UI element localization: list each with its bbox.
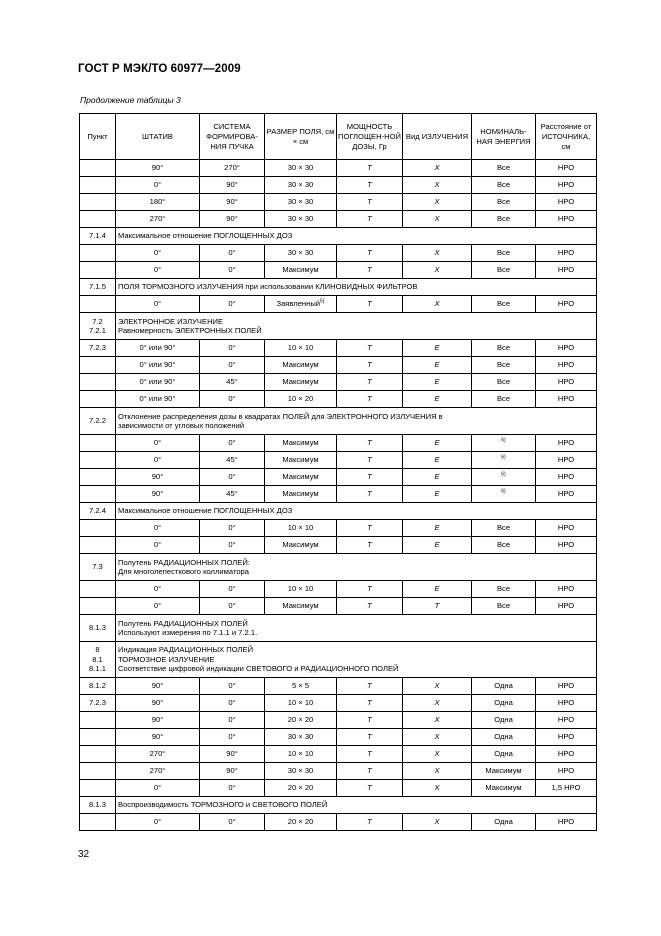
table-row	[80, 581, 597, 598]
table-row	[80, 262, 597, 279]
footnote-ref: 6)	[501, 488, 506, 495]
gantry-cell: 0°	[116, 537, 200, 554]
footnote-ref: 6)	[501, 471, 506, 478]
dose-rate-cell: T	[337, 177, 403, 194]
section-row	[80, 554, 597, 581]
distance-cell: НРО	[536, 598, 597, 615]
gantry-cell: 0°	[116, 452, 200, 469]
gantry-cell: 0° или 90°	[116, 374, 200, 391]
radiation-type-cell: E	[403, 581, 472, 598]
radiation-type-cell: X	[403, 262, 472, 279]
table-row	[80, 469, 597, 486]
dose-rate-cell: T	[337, 678, 403, 695]
energy-cell: Одна	[472, 746, 536, 763]
dose-rate-cell: T	[337, 262, 403, 279]
energy-cell: Все	[472, 245, 536, 262]
table-row	[80, 357, 597, 374]
distance-cell: НРО	[536, 211, 597, 228]
table-row	[80, 729, 597, 746]
table-row	[80, 486, 597, 503]
beam-system-cell: 0°	[200, 262, 265, 279]
beam-system-cell: 90°	[200, 763, 265, 780]
field-size-cell: 30 × 30	[265, 160, 337, 177]
document-title: ГОСТ Р МЭК/ТО 60977—2009	[78, 63, 241, 75]
distance-cell: НРО	[536, 678, 597, 695]
radiation-type-cell: X	[403, 763, 472, 780]
radiation-type-cell: T	[403, 598, 472, 615]
item-cell	[80, 712, 116, 729]
field-size-cell: Максимум	[265, 374, 337, 391]
energy-cell: Все	[472, 211, 536, 228]
beam-system-cell: 0°	[200, 598, 265, 615]
item-cell	[80, 763, 116, 780]
section-row	[80, 228, 597, 245]
field-size-cell: 20 × 20	[265, 712, 337, 729]
distance-cell: НРО	[536, 262, 597, 279]
beam-system-cell: 0°	[200, 357, 265, 374]
field-size-cell: 30 × 30	[265, 211, 337, 228]
table-header-row	[80, 114, 597, 160]
radiation-type-cell: X	[403, 712, 472, 729]
distance-cell: НРО	[536, 712, 597, 729]
beam-system-cell: 0°	[200, 340, 265, 357]
gantry-cell: 0°	[116, 581, 200, 598]
table-row	[80, 780, 597, 797]
gantry-cell: 90°	[116, 486, 200, 503]
item-cell	[80, 194, 116, 211]
section-number: 7.1.4	[80, 228, 116, 245]
section-number: 7.2 7.2.1	[80, 313, 116, 340]
distance-cell: НРО	[536, 357, 597, 374]
beam-system-cell: 0°	[200, 695, 265, 712]
gantry-cell: 90°	[116, 712, 200, 729]
section-title: Полутень РАДИАЦИОННЫХ ПОЛЕЙ: Для многолепесткового коллиматора	[116, 554, 597, 581]
table-row	[80, 452, 597, 469]
gantry-cell: 0°	[116, 435, 200, 452]
dose-rate-cell: T	[337, 746, 403, 763]
table-row	[80, 537, 597, 554]
dose-rate-cell: T	[337, 729, 403, 746]
item-cell	[80, 729, 116, 746]
dose-rate-cell: T	[337, 581, 403, 598]
col-header-radiation-type: Вид ИЗЛУЧЕНИЯ	[403, 114, 472, 160]
radiation-type-cell: E	[403, 537, 472, 554]
gantry-cell: 270°	[116, 211, 200, 228]
radiation-type-cell: X	[403, 814, 472, 831]
section-title: Максимальное отношение ПОГЛОЩЕННЫХ ДОЗ	[116, 228, 597, 245]
section-title: ЭЛЕКТРОННОЕ ИЗЛУЧЕНИЕ Равномерность ЭЛЕКТРОННЫХ ПОЛЕЙ	[116, 313, 597, 340]
gantry-cell: 0°	[116, 520, 200, 537]
gantry-cell: 90°	[116, 695, 200, 712]
energy-cell: Все	[472, 520, 536, 537]
distance-cell: НРО	[536, 520, 597, 537]
energy-cell: Одна	[472, 729, 536, 746]
item-cell	[80, 520, 116, 537]
radiation-type-cell: X	[403, 296, 472, 313]
energy-cell	[472, 452, 536, 469]
field-size-cell: Максимум	[265, 469, 337, 486]
distance-cell: НРО	[536, 452, 597, 469]
gantry-cell: 0°	[116, 780, 200, 797]
gantry-cell: 0° или 90°	[116, 357, 200, 374]
footnote-ref: 6)	[501, 454, 506, 461]
distance-cell: НРО	[536, 695, 597, 712]
section-number: 7.3	[80, 554, 116, 581]
energy-cell: Максимум	[472, 763, 536, 780]
distance-cell: НРО	[536, 160, 597, 177]
field-size-cell: 10 × 10	[265, 695, 337, 712]
dose-rate-cell: T	[337, 712, 403, 729]
section-row	[80, 313, 597, 340]
distance-cell: НРО	[536, 391, 597, 408]
table-row	[80, 814, 597, 831]
section-row	[80, 503, 597, 520]
table-row	[80, 177, 597, 194]
distance-cell: НРО	[536, 245, 597, 262]
field-size-cell: 30 × 30	[265, 729, 337, 746]
table-row	[80, 695, 597, 712]
item-cell	[80, 452, 116, 469]
energy-cell: Все	[472, 537, 536, 554]
item-cell	[80, 374, 116, 391]
dose-rate-cell: T	[337, 391, 403, 408]
dose-rate-cell: T	[337, 245, 403, 262]
item-cell	[80, 296, 116, 313]
beam-system-cell: 90°	[200, 177, 265, 194]
field-size-cell: 10 × 10	[265, 340, 337, 357]
beam-system-cell: 0°	[200, 520, 265, 537]
item-cell: 7.2.3	[80, 340, 116, 357]
section-number: 7.2.4	[80, 503, 116, 520]
section-row	[80, 797, 597, 814]
beam-system-cell: 0°	[200, 537, 265, 554]
beam-system-cell: 0°	[200, 245, 265, 262]
beam-system-cell: 45°	[200, 486, 265, 503]
energy-cell: Все	[472, 374, 536, 391]
energy-cell: Все	[472, 262, 536, 279]
dose-rate-cell: T	[337, 695, 403, 712]
gantry-cell: 0°	[116, 296, 200, 313]
item-cell	[80, 262, 116, 279]
table-row	[80, 194, 597, 211]
table-row	[80, 245, 597, 262]
gantry-cell: 0°	[116, 262, 200, 279]
item-cell	[80, 814, 116, 831]
item-cell	[80, 469, 116, 486]
radiation-type-cell: E	[403, 486, 472, 503]
energy-cell: Все	[472, 391, 536, 408]
energy-cell: Одна	[472, 695, 536, 712]
table-row	[80, 340, 597, 357]
radiation-type-cell: X	[403, 695, 472, 712]
table-row	[80, 391, 597, 408]
page-number: 32	[78, 849, 90, 860]
item-cell: 7.2.3	[80, 695, 116, 712]
radiation-type-cell: E	[403, 391, 472, 408]
dose-rate-cell: T	[337, 452, 403, 469]
energy-cell: Одна	[472, 678, 536, 695]
section-title: ПОЛЯ ТОРМОЗНОГО ИЗЛУЧЕНИЯ при использовании КЛИНОВИДНЫХ ФИЛЬТРОВ	[116, 279, 597, 296]
distance-cell: НРО	[536, 374, 597, 391]
test-table	[79, 113, 597, 831]
field-size-cell: 30 × 30	[265, 177, 337, 194]
energy-cell: Все	[472, 177, 536, 194]
table-row	[80, 374, 597, 391]
radiation-type-cell: E	[403, 452, 472, 469]
section-number: 8.1.3	[80, 797, 116, 814]
gantry-cell: 90°	[116, 160, 200, 177]
gantry-cell: 270°	[116, 763, 200, 780]
section-title: Максимальное отношение ПОГЛОЩЕННЫХ ДОЗ	[116, 503, 597, 520]
field-size-cell: Максимум	[265, 486, 337, 503]
section-title: Воспроизводимость ТОРМОЗНОГО и СВЕТОВОГО ПОЛЕЙ	[116, 797, 597, 814]
energy-cell: Все	[472, 581, 536, 598]
distance-cell: НРО	[536, 435, 597, 452]
distance-cell: НРО	[536, 296, 597, 313]
field-size-cell: 30 × 30	[265, 194, 337, 211]
section-number: 7.2.2	[80, 408, 116, 435]
field-size-cell: 30 × 30	[265, 763, 337, 780]
dose-rate-cell: T	[337, 520, 403, 537]
beam-system-cell: 90°	[200, 194, 265, 211]
table-body	[80, 160, 597, 831]
table-row	[80, 746, 597, 763]
radiation-type-cell: E	[403, 435, 472, 452]
field-size-cell: Максимум	[265, 435, 337, 452]
item-cell	[80, 435, 116, 452]
dose-rate-cell: T	[337, 486, 403, 503]
radiation-type-cell: X	[403, 729, 472, 746]
footnote-ref: 6)	[501, 437, 506, 444]
item-cell	[80, 780, 116, 797]
beam-system-cell: 0°	[200, 780, 265, 797]
radiation-type-cell: E	[403, 374, 472, 391]
field-size-cell: 10 × 10	[265, 746, 337, 763]
section-number: 8 8.1 8.1.1	[80, 642, 116, 678]
radiation-type-cell: E	[403, 520, 472, 537]
dose-rate-cell: T	[337, 340, 403, 357]
section-row	[80, 615, 597, 642]
table-row	[80, 296, 597, 313]
item-cell	[80, 598, 116, 615]
dose-rate-cell: T	[337, 763, 403, 780]
energy-cell	[472, 435, 536, 452]
beam-system-cell: 0°	[200, 712, 265, 729]
gantry-cell: 90°	[116, 469, 200, 486]
table-caption: Продолжение таблицы 3	[80, 95, 181, 105]
item-cell: 8.1.2	[80, 678, 116, 695]
field-size-cell: 20 × 20	[265, 780, 337, 797]
beam-system-cell: 45°	[200, 452, 265, 469]
beam-system-cell: 270°	[200, 160, 265, 177]
radiation-type-cell: E	[403, 357, 472, 374]
col-header-beam-system: СИСТЕМА ФОРМИРОВА-НИЯ ПУЧКА	[200, 114, 265, 160]
energy-cell: Одна	[472, 712, 536, 729]
field-size-cell: Максимум	[265, 598, 337, 615]
dose-rate-cell: T	[337, 537, 403, 554]
dose-rate-cell: T	[337, 814, 403, 831]
table-row	[80, 678, 597, 695]
distance-cell: НРО	[536, 340, 597, 357]
dose-rate-cell: T	[337, 780, 403, 797]
gantry-cell: 0°	[116, 245, 200, 262]
energy-cell: Все	[472, 340, 536, 357]
radiation-type-cell: X	[403, 746, 472, 763]
dose-rate-cell: T	[337, 160, 403, 177]
beam-system-cell: 90°	[200, 211, 265, 228]
beam-system-cell: 45°	[200, 374, 265, 391]
field-size-cell: Максимум	[265, 537, 337, 554]
energy-cell	[472, 486, 536, 503]
gantry-cell: 90°	[116, 678, 200, 695]
dose-rate-cell: T	[337, 194, 403, 211]
beam-system-cell: 0°	[200, 435, 265, 452]
field-size-cell: Максимум	[265, 357, 337, 374]
col-header-energy: НОМИНАЛЬ-НАЯ ЭНЕРГИЯ	[472, 114, 536, 160]
footnote-ref: 5)	[320, 298, 325, 305]
section-row	[80, 642, 597, 678]
distance-cell: НРО	[536, 763, 597, 780]
col-header-dose-rate: МОЩНОСТЬ ПОГЛОЩЕН-НОЙ ДОЗЫ, Гр	[337, 114, 403, 160]
energy-cell: Все	[472, 296, 536, 313]
item-cell	[80, 211, 116, 228]
distance-cell: НРО	[536, 537, 597, 554]
gantry-cell: 270°	[116, 746, 200, 763]
field-size-cell: 30 × 30	[265, 245, 337, 262]
gantry-cell: 0° или 90°	[116, 391, 200, 408]
item-cell	[80, 245, 116, 262]
table-row	[80, 520, 597, 537]
field-size-cell: Максимум	[265, 452, 337, 469]
table-row	[80, 160, 597, 177]
distance-cell: НРО	[536, 194, 597, 211]
beam-system-cell: 0°	[200, 391, 265, 408]
distance-cell: НРО	[536, 469, 597, 486]
section-row	[80, 279, 597, 296]
field-size-cell: 10 × 10	[265, 581, 337, 598]
section-row	[80, 408, 597, 435]
table-row	[80, 435, 597, 452]
distance-cell: НРО	[536, 581, 597, 598]
field-size-cell: Максимум	[265, 262, 337, 279]
dose-rate-cell: T	[337, 374, 403, 391]
radiation-type-cell: E	[403, 469, 472, 486]
distance-cell: НРО	[536, 729, 597, 746]
radiation-type-cell: E	[403, 340, 472, 357]
distance-cell: НРО	[536, 486, 597, 503]
energy-cell	[472, 469, 536, 486]
distance-cell: 1,5 НРО	[536, 780, 597, 797]
energy-cell: Максимум	[472, 780, 536, 797]
gantry-cell: 90°	[116, 729, 200, 746]
energy-cell: Одна	[472, 814, 536, 831]
section-title: Индикация РАДИАЦИОННЫХ ПОЛЕЙ ТОРМОЗНОЕ ИЗЛУЧЕНИЕ Соответствие цифровой индикации СВЕТОВОГО и РАДИАЦИОННОГО ПОЛЕЙ	[116, 642, 597, 678]
energy-cell: Все	[472, 598, 536, 615]
radiation-type-cell: X	[403, 194, 472, 211]
section-title: Отклонение распределения дозы в квадратах ПОЛЕЙ для ЭЛЕКТРОННОГО ИЗЛУЧЕНИЯ в зависимости от угловых положений	[116, 408, 597, 435]
energy-cell: Все	[472, 357, 536, 374]
table-row	[80, 763, 597, 780]
energy-cell: Все	[472, 160, 536, 177]
beam-system-cell: 0°	[200, 814, 265, 831]
energy-cell: Все	[472, 194, 536, 211]
gantry-cell: 0°	[116, 598, 200, 615]
section-number: 8.1.3	[80, 615, 116, 642]
beam-system-cell: 0°	[200, 729, 265, 746]
field-size-cell: 5 × 5	[265, 678, 337, 695]
beam-system-cell: 0°	[200, 678, 265, 695]
dose-rate-cell: T	[337, 357, 403, 374]
col-header-gantry: ШТАТИВ	[116, 114, 200, 160]
dose-rate-cell: T	[337, 598, 403, 615]
col-header-item: Пункт	[80, 114, 116, 160]
radiation-type-cell: X	[403, 780, 472, 797]
dose-rate-cell: T	[337, 435, 403, 452]
table-row	[80, 211, 597, 228]
item-cell	[80, 357, 116, 374]
field-size-cell: Заявленный$^{5)}$	[265, 296, 337, 313]
dose-rate-cell: T	[337, 469, 403, 486]
table-row	[80, 598, 597, 615]
beam-system-cell: 0°	[200, 296, 265, 313]
col-header-distance: Расстояние от ИСТОЧНИКА, см	[536, 114, 597, 160]
gantry-cell: 180°	[116, 194, 200, 211]
radiation-type-cell: X	[403, 211, 472, 228]
field-size-cell: 20 × 20	[265, 814, 337, 831]
radiation-type-cell: X	[403, 177, 472, 194]
radiation-type-cell: X	[403, 245, 472, 262]
table-row	[80, 712, 597, 729]
gantry-cell: 0°	[116, 814, 200, 831]
item-cell	[80, 746, 116, 763]
section-title: Полутень РАДИАЦИОННЫХ ПОЛЕЙ Используют измерения по 7.1.1 и 7.2.1.	[116, 615, 597, 642]
radiation-type-cell: X	[403, 678, 472, 695]
distance-cell: НРО	[536, 746, 597, 763]
item-cell	[80, 391, 116, 408]
field-size-cell: 10 × 20	[265, 391, 337, 408]
beam-system-cell: 0°	[200, 469, 265, 486]
field-size-cell: 10 × 10	[265, 520, 337, 537]
radiation-type-cell: X	[403, 160, 472, 177]
item-cell	[80, 486, 116, 503]
item-cell	[80, 160, 116, 177]
distance-cell: НРО	[536, 177, 597, 194]
dose-rate-cell: T	[337, 211, 403, 228]
gantry-cell: 0° или 90°	[116, 340, 200, 357]
beam-system-cell: 0°	[200, 581, 265, 598]
section-number: 7.1.5	[80, 279, 116, 296]
beam-system-cell: 90°	[200, 746, 265, 763]
item-cell	[80, 177, 116, 194]
gantry-cell: 0°	[116, 177, 200, 194]
item-cell	[80, 581, 116, 598]
col-header-field-size: РАЗМЕР ПОЛЯ, см × см	[265, 114, 337, 160]
distance-cell: НРО	[536, 814, 597, 831]
dose-rate-cell: T	[337, 296, 403, 313]
item-cell	[80, 537, 116, 554]
